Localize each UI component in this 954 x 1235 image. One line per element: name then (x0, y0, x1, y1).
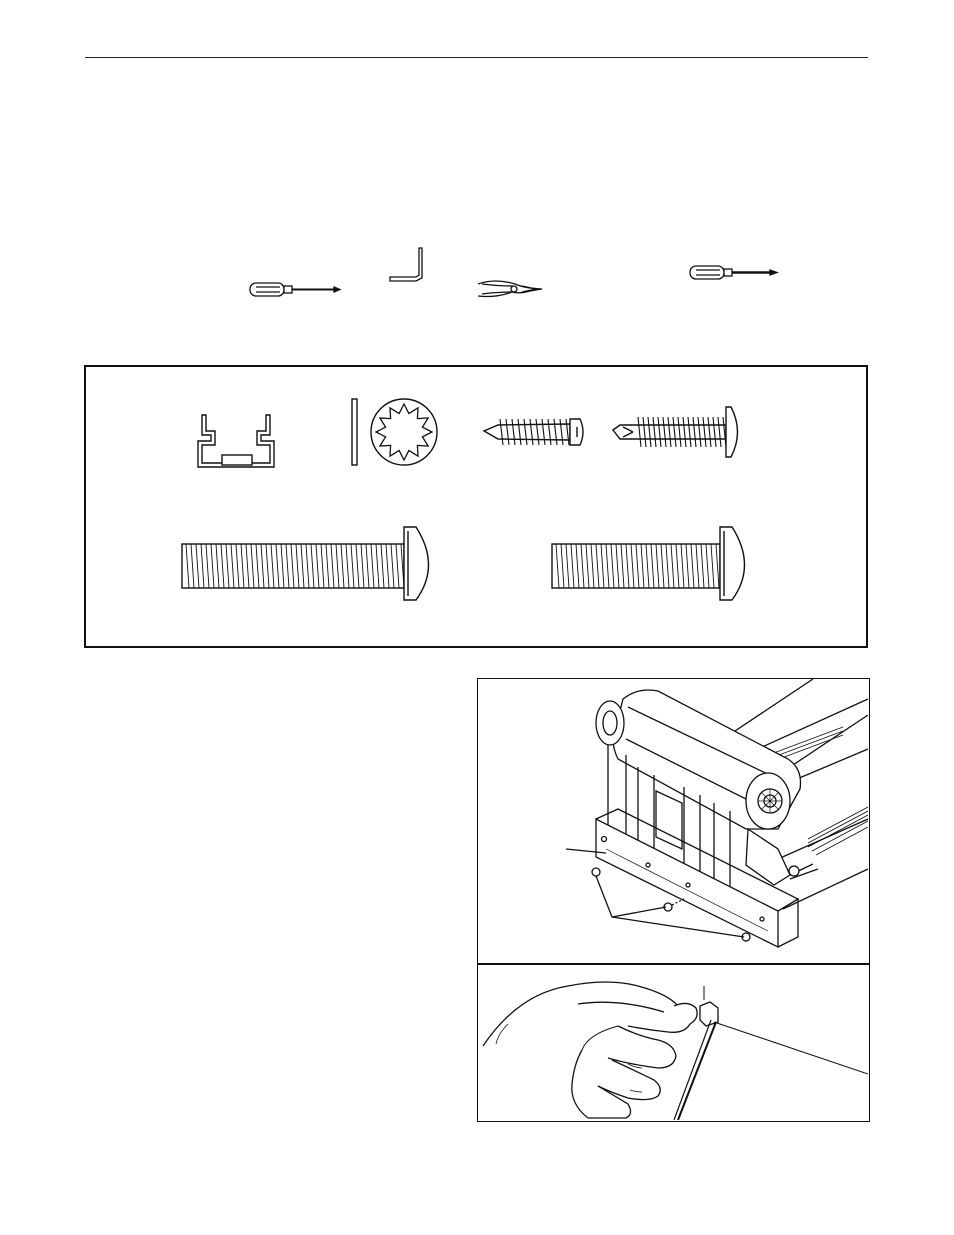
pliers-icon (478, 281, 542, 297)
screwdriver-small-icon (250, 283, 340, 296)
header-rule (85, 57, 868, 58)
medium-bolt-icon (552, 527, 745, 600)
nut-clip-icon (198, 415, 274, 467)
allen-wrench-icon (390, 248, 422, 281)
screw-icon (484, 419, 583, 445)
star-washer-icon (352, 399, 437, 465)
figure-hand-screwdriver (477, 963, 870, 1122)
long-bolt-icon (182, 527, 429, 600)
tek-screw-icon (613, 407, 738, 457)
screwdriver-large-icon (690, 266, 777, 279)
parts-box (84, 365, 868, 648)
figure-treadmill-base (477, 678, 870, 965)
tools-illustration (230, 240, 790, 320)
